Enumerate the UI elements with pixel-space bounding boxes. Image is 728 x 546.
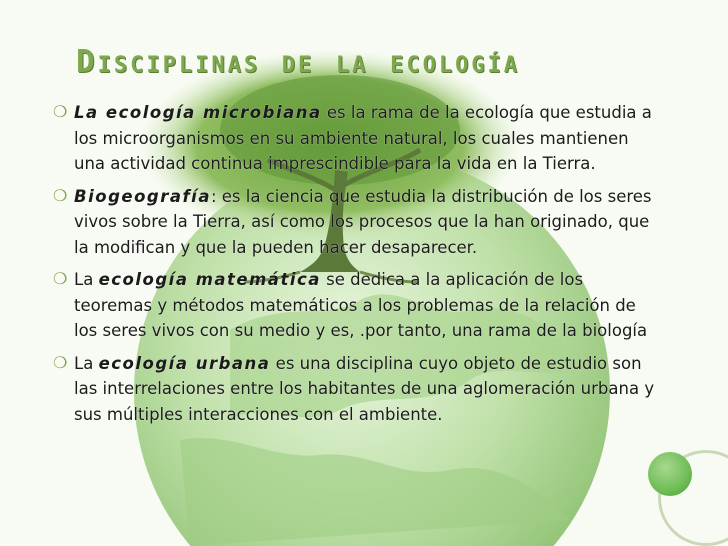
bullet-item — [52, 100, 664, 177]
bullet-text — [74, 354, 654, 424]
hollow-circle-bullet-icon: ❍ — [53, 269, 68, 288]
bullet-item — [52, 267, 664, 344]
bullet-term: ecología matemática — [98, 270, 321, 289]
bullet-term: La ecología microbiana — [74, 103, 322, 122]
bullet-text-after: es una disciplina cuyo objeto de estudio son las interrelaciones entre los habitantes de una aglomeración urbana y sus múltiples interacciones con el ambiente. — [74, 353, 655, 424]
bullet-term: ecología urbana — [98, 353, 271, 373]
bullet-text — [74, 187, 652, 257]
bullet-text-before: La — [74, 270, 99, 289]
hollow-circle-bullet-icon: ❍ — [53, 352, 68, 372]
hollow-circle-bullet-icon: ❍ — [53, 185, 68, 205]
bullet-text-after: se dedica a la aplicación de los teoremas y métodos matemáticos a los problemas de la relación de los seres vivos con su medio y es, .por tanto, una rama de la biología — [74, 270, 648, 340]
bullet-term: Biogeografía — [74, 186, 211, 206]
bullet-text-after: : es la ciencia que estudia la distribución de los seres vivos sobre la Tierra, así como los procesos que la han originado, que la modifican y que la pueden hacer desaparecer. — [74, 186, 652, 257]
bullet-text-before: La — [74, 353, 99, 373]
decorative-green-dot — [648, 452, 692, 496]
slide-title: Disciplinas de la ecología — [76, 44, 521, 80]
bullet-text — [74, 270, 647, 340]
hollow-circle-bullet-icon: ❍ — [53, 102, 68, 121]
bullet-item — [52, 184, 664, 261]
bullet-list — [52, 100, 664, 434]
bullet-text-after: es la rama de la ecología que estudia a los microorganismos en su ambiente natural, los cuales mantienen una actividad continua imprescindible para la vida en la Tierra. — [74, 103, 652, 173]
bullet-text — [74, 103, 652, 173]
bullet-item — [52, 351, 664, 428]
